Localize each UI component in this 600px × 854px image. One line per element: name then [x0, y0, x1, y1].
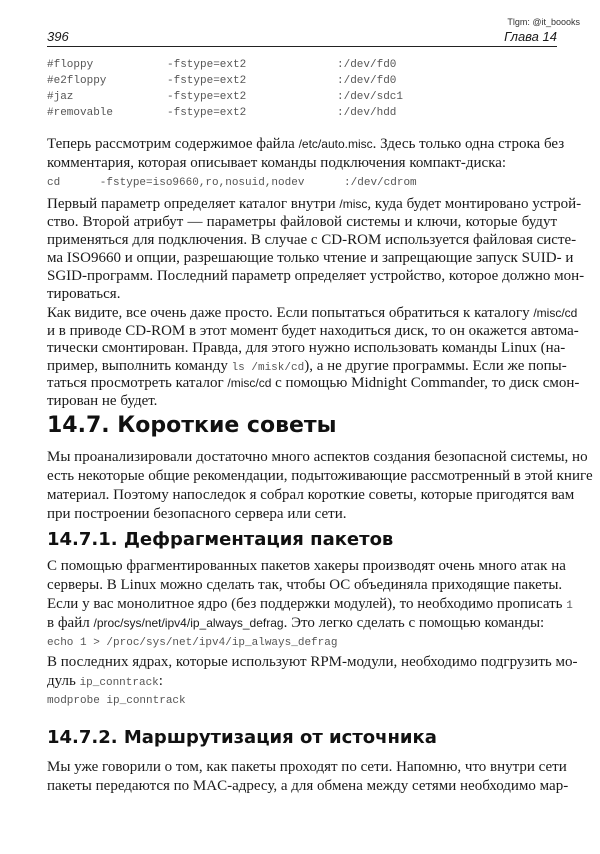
text-run: есть некоторые общие рекомендации, подытоживающие рассмотренный в этой книге: [47, 468, 593, 484]
text-run: ), а не другие программы. Если же попы-: [304, 357, 567, 374]
text-line: [47, 557, 566, 576]
code-line: [47, 73, 557, 89]
text-run: Мы проанализировали достаточно много аспектов создания безопасной системы, но: [47, 449, 588, 465]
code-line: [47, 105, 557, 121]
file-path: /etc/auto.misc: [298, 137, 373, 151]
paragraph-tips-intro: [47, 448, 593, 524]
code-echo: [47, 635, 557, 651]
text-run: материал. Поэтому напоследок я собрал короткие советы, которые пригодятся вам: [47, 487, 575, 503]
code-token: #removable: [47, 107, 114, 119]
code-token: :/dev/fd0: [337, 59, 397, 71]
code-token: #floppy: [47, 59, 94, 71]
text-line: [47, 672, 557, 691]
inline-code: ls /misk/cd: [231, 361, 305, 374]
paragraph-source-routing: [47, 758, 569, 796]
section-heading-14-7-1: 14.7.1. Дефрагментация пакетов: [47, 529, 394, 550]
code-cdrom: [47, 175, 557, 191]
text-run: серверы. В Linux можно сделать так, чтобы ОС объединяла приходящие пакеты.: [47, 577, 563, 593]
paragraph-parameters: [47, 195, 585, 303]
text-run: комментария, которая описывает команды подключения компакт-диска:: [47, 155, 507, 171]
text-run: при построении безопасного сервера или сети.: [47, 506, 347, 522]
text-line: [47, 614, 557, 633]
text-run: дуль: [47, 673, 80, 689]
text-run: тироваться.: [47, 286, 121, 302]
inline-code: ip_conntrack: [79, 677, 159, 689]
text-line: [47, 305, 578, 323]
code-token: -fstype=ext2: [167, 107, 247, 119]
text-line: [47, 231, 577, 249]
text-line: [47, 576, 563, 595]
text-line: [47, 653, 578, 672]
text-run: . Это легко сделать с помощью команды:: [283, 615, 545, 631]
paragraph-defrag: [47, 557, 573, 633]
text-line: [47, 135, 565, 154]
text-line: [47, 777, 569, 796]
code-block-automount: [47, 57, 557, 121]
text-run: С помощью фрагментированных пакетов хакеры производят очень много атак на: [47, 558, 566, 574]
text-run: Если у вас монолитное ядро (без поддержки модулей), то необходимо прописать: [47, 596, 567, 612]
paragraph-rpm-modules: [47, 653, 578, 691]
file-path: /misc/cd: [533, 306, 578, 320]
text-run: в файл: [47, 615, 94, 631]
file-path: /misc/cd: [227, 376, 272, 390]
text-run: . Здесь только одна строка без: [372, 136, 565, 152]
code-token: #jaz: [47, 91, 74, 103]
paragraph-misc-cd: [47, 305, 580, 410]
code-token: -fstype=ext2: [167, 75, 247, 87]
text-run: В последних ядрах, которые используют RPM-модули, необходимо подгрузить мо-: [47, 654, 578, 670]
code-line: [47, 89, 557, 105]
code-token: -fstype=ext2: [167, 91, 247, 103]
text-line: [47, 213, 557, 231]
text-line: [47, 267, 585, 285]
code-line: cd -fstype=iso9660,ro,nosuid,nodev :/dev/cdrom: [47, 177, 417, 189]
text-line: [47, 758, 567, 777]
file-path: /proc/sys/net/ipv4/ip_always_defrag: [93, 616, 284, 630]
text-run: , куда будет монтировано устрой-: [367, 196, 582, 212]
text-run: с помощью Midnight Commander, то диск смон-: [271, 375, 580, 391]
text-run: пакеты передаются по MAC-адресу, а для обмена между сетями необходимо мар-: [47, 778, 569, 794]
text-run: тирован не будет.: [47, 392, 158, 409]
text-run: SGID-программ. Последний параметр определяет устройство, которое должно мон-: [47, 268, 585, 284]
code-token: :/dev/sdc1: [337, 91, 404, 103]
text-run: ство. Второй атрибут — параметры файловой системы и ключи, которые будут: [47, 214, 557, 230]
text-line: [47, 340, 566, 358]
section-heading-14-7: 14.7. Короткие советы: [47, 413, 337, 438]
text-run: Теперь рассмотрим содержимое файла: [47, 136, 299, 152]
section-heading-14-7-2: 14.7.2. Маршрутизация от источника: [47, 727, 437, 748]
file-path: /misc: [339, 197, 368, 211]
code-token: :/dev/fd0: [337, 75, 397, 87]
text-line: [47, 154, 557, 173]
paragraph-auto-misc: [47, 135, 565, 173]
text-line: [47, 393, 557, 411]
text-run: пример, выполнить команду: [47, 357, 232, 374]
chapter-label: Глава 14: [504, 29, 557, 44]
text-run: Мы уже говорили о том, как пакеты проходят по сети. Напомню, что внутри сети: [47, 759, 567, 775]
inline-code: 1: [566, 600, 573, 612]
header-rule: [47, 46, 557, 47]
code-token: :/dev/hdd: [337, 107, 397, 119]
text-run: применяться для подключения. В случае с CD-ROM используется файловая систе-: [47, 232, 577, 248]
page-number: 396: [47, 29, 69, 44]
text-line: [47, 505, 557, 524]
code-line: modprobe ip_conntrack: [47, 695, 186, 707]
text-line: [47, 285, 557, 303]
text-run: и в приводе CD-ROM в этот момент будет находиться диск, то он окажется автома-: [47, 322, 579, 339]
watermark: Tlgm: @it_boooks: [507, 17, 580, 27]
text-run: таться просмотреть каталог: [47, 375, 228, 391]
text-line: [47, 357, 567, 376]
text-run: Первый параметр определяет каталог внутри: [47, 196, 340, 212]
text-run: тически смонтирован. Правда, для этого нужно использовать команды Linux (на-: [47, 340, 566, 356]
code-token: #e2floppy: [47, 75, 107, 87]
text-run: Как видите, все очень даже просто. Если попытаться обратиться к каталогу: [47, 305, 534, 321]
text-line: [47, 249, 574, 267]
text-run: ма ISO9660 и опции, разрешающие только чтение и запрещающие запуск SUID- и: [47, 250, 574, 266]
text-line: [47, 195, 582, 213]
text-line: [47, 486, 575, 505]
code-line: echo 1 > /proc/sys/net/ipv4/ip_always_defrag: [47, 637, 338, 649]
code-token: -fstype=ext2: [167, 59, 247, 71]
text-run: :: [158, 673, 163, 689]
text-line: [47, 375, 580, 393]
text-line: [47, 467, 593, 486]
code-line: [47, 57, 557, 73]
text-line: [47, 595, 573, 614]
text-line: [47, 322, 579, 341]
code-modprobe: [47, 693, 557, 709]
text-line: [47, 448, 588, 467]
